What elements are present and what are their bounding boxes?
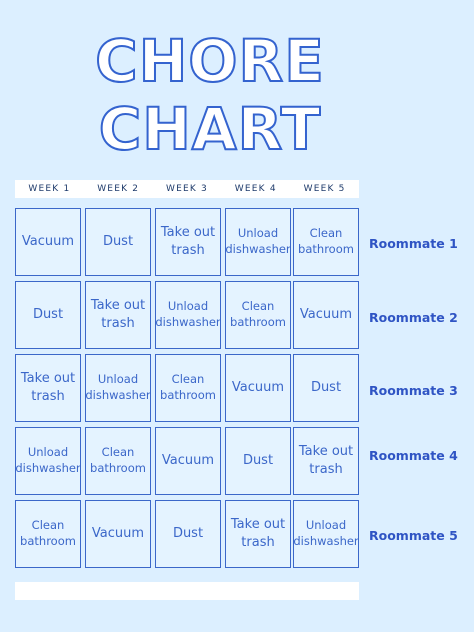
chore-cell: Dust	[293, 354, 359, 422]
week-header-4: WEEK 4	[234, 184, 277, 194]
title-line-2: CHART	[98, 95, 322, 163]
chore-cell: Clean bathroom	[155, 354, 221, 422]
chore-row-2	[15, 281, 363, 349]
chore-cell: Unload dishwasher	[85, 354, 151, 422]
chore-cell: Unload dishwasher	[155, 281, 221, 349]
chore-cell: Vacuum	[225, 354, 291, 422]
week-header-1: WEEK 1	[28, 184, 71, 194]
chore-cell: Dust	[85, 208, 151, 276]
roommate-label-3: Roommate 3	[369, 383, 458, 398]
footer-bar	[15, 582, 359, 600]
chore-cell: Dust	[155, 500, 221, 568]
week-header-3: WEEK 3	[166, 184, 208, 194]
week-header-bar	[15, 180, 359, 198]
chore-cell: Unload dishwasher	[293, 500, 359, 568]
roommate-label-1: Roommate 1	[369, 236, 458, 251]
week-header-5: WEEK 5	[303, 184, 346, 194]
chore-cell: Dust	[225, 427, 291, 495]
chore-cell: Dust	[15, 281, 81, 349]
chore-cell: Vacuum	[85, 500, 151, 568]
chore-cell: Unload dishwasher	[225, 208, 291, 276]
roommate-label-2: Roommate 2	[369, 310, 458, 325]
chore-cell: Clean bathroom	[225, 281, 291, 349]
title-line-1: CHORE	[95, 27, 325, 95]
chore-cell: Clean bathroom	[15, 500, 81, 568]
chore-cell: Take out trash	[293, 427, 359, 495]
chore-cell: Vacuum	[155, 427, 221, 495]
chore-cell: Unload dishwasher	[15, 427, 81, 495]
roommate-label-5: Roommate 5	[369, 528, 458, 543]
chore-row-3	[15, 354, 363, 422]
roommate-label-4: Roommate 4	[369, 448, 458, 463]
chore-row-5	[15, 500, 363, 568]
chore-cell: Vacuum	[293, 281, 359, 349]
chore-cell: Clean bathroom	[293, 208, 359, 276]
chore-cell: Vacuum	[15, 208, 81, 276]
chore-cell: Take out trash	[15, 354, 81, 422]
chore-cell: Take out trash	[155, 208, 221, 276]
chore-cell: Clean bathroom	[85, 427, 151, 495]
chore-row-1	[15, 208, 363, 276]
chore-cell: Take out trash	[85, 281, 151, 349]
week-header-2: WEEK 2	[97, 184, 140, 194]
chore-cell: Take out trash	[225, 500, 291, 568]
chore-row-4	[15, 427, 363, 495]
